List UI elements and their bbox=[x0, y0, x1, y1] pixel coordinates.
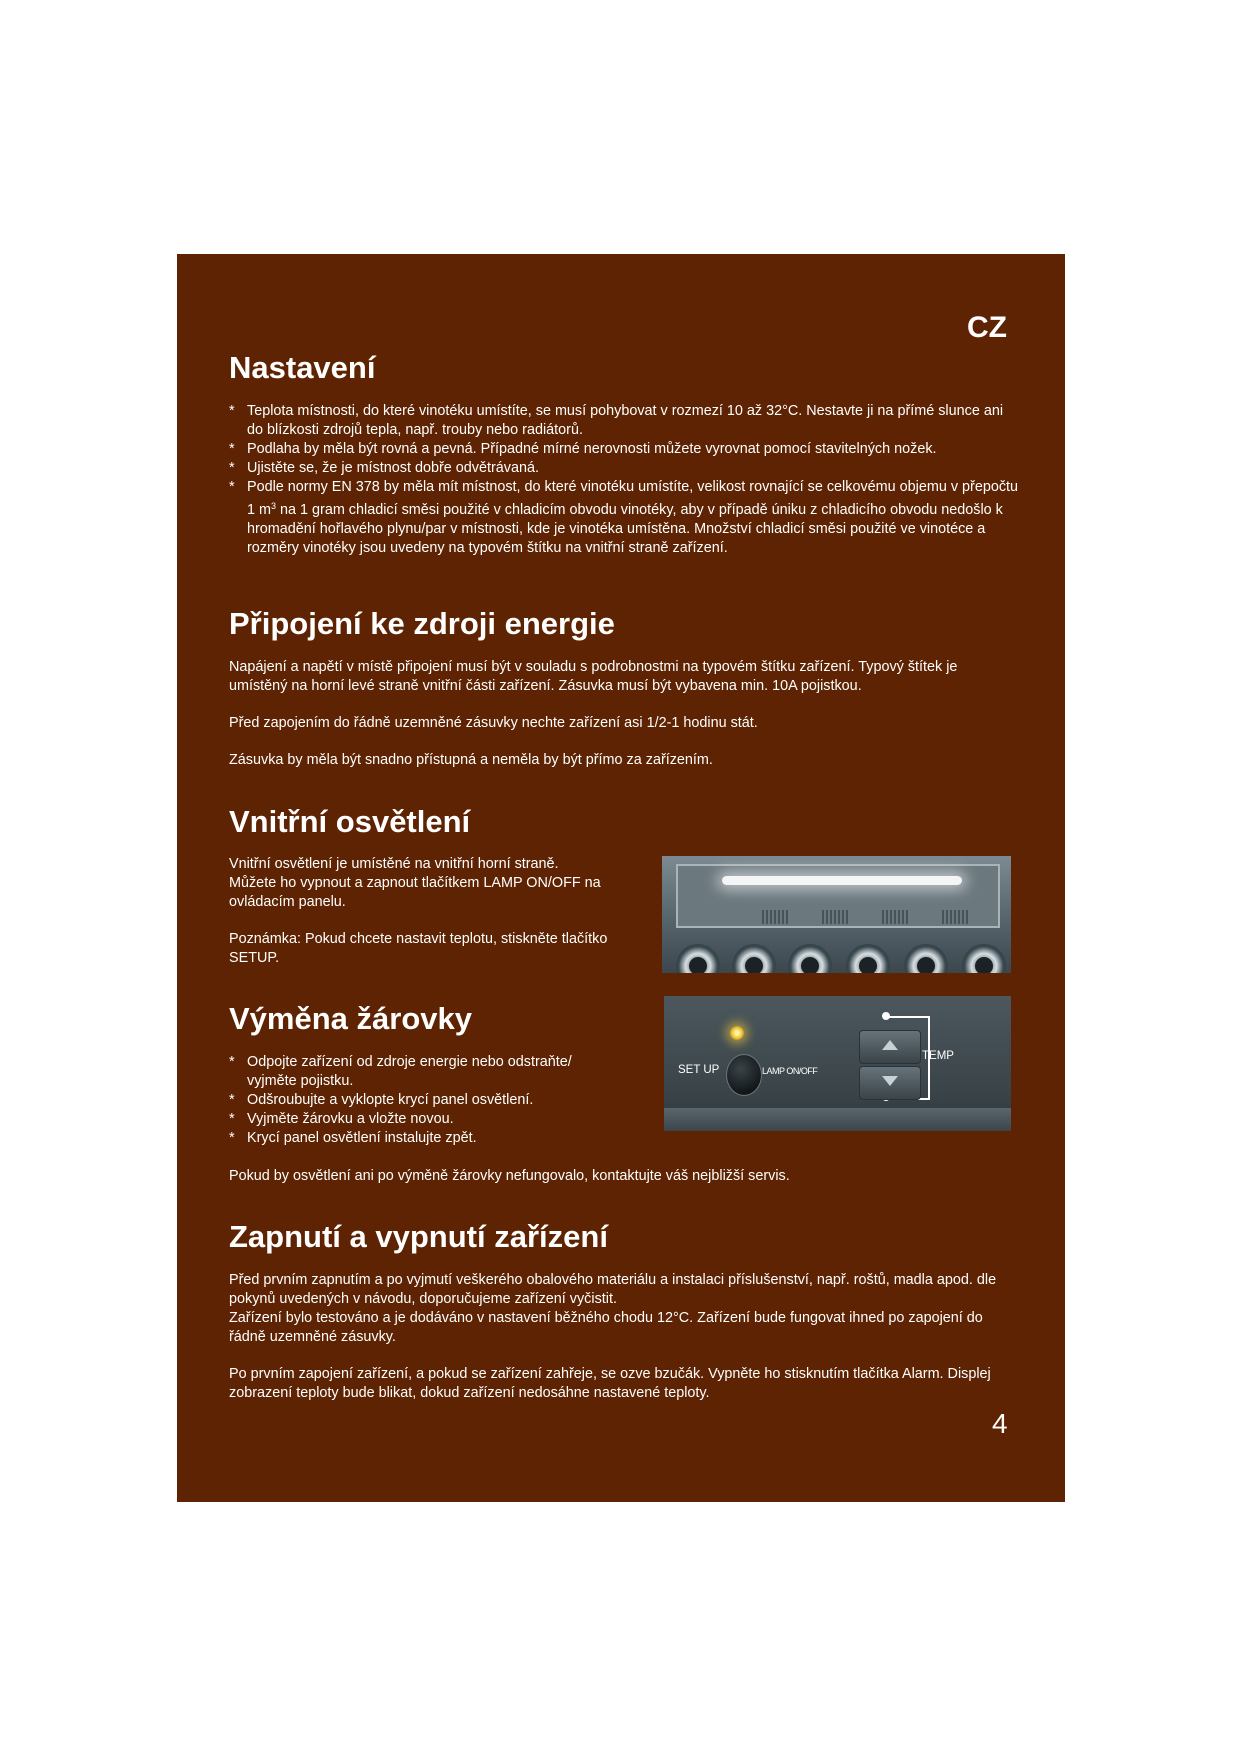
bottle-neck bbox=[846, 944, 890, 973]
text-line: Poznámka: Pokud chcete nastavit teplotu, stiskněte tlačítko bbox=[229, 931, 608, 947]
superscript: 3 bbox=[271, 501, 277, 511]
led-indicator-icon bbox=[730, 1026, 744, 1040]
vymena-list bbox=[229, 1053, 649, 1148]
list-item: * Podlaha by měla být rovná a pevná. Případné mírné nerovnosti můžete vyrovnat pomocí stavitelných nožek. bbox=[229, 440, 1019, 459]
vent-grille bbox=[762, 910, 790, 924]
paragraph bbox=[229, 930, 649, 968]
paragraph bbox=[229, 855, 649, 912]
temp-up-icon bbox=[859, 1030, 921, 1064]
page-number: 4 bbox=[992, 1408, 1008, 1439]
paragraph: Pokud by osvětlení ani po výměně žárovky nefungovalo, kontaktujte váš nejbližší servis. bbox=[229, 1168, 790, 1184]
setup-label: SET UP bbox=[678, 1064, 720, 1076]
text-line: SETUP. bbox=[229, 950, 280, 966]
light-tube bbox=[722, 876, 962, 885]
text-line: Vnitřní osvětlení je umístěné na vnitřní horní straně. bbox=[229, 856, 559, 872]
paragraph: Zásuvka by měla být snadno přístupná a neměla by být přímo za zařízením. bbox=[229, 752, 713, 768]
vent-grille bbox=[822, 910, 850, 924]
text-line: Můžete ho vypnout a zapnout tlačítkem LAMP ON/OFF na bbox=[229, 875, 601, 891]
paragraph: Po prvním zapojení zařízení, a pokud se zařízení zahřeje, se ozve bzučák. Vypněte ho stisknutím tlačítka Alarm. Displej zobrazení teploty bude blikat, dokud zařízení nedosáhne nastavené teploty. bbox=[229, 1366, 991, 1401]
lamp-label: LAMP ON/OFF bbox=[762, 1066, 818, 1076]
list-item: * Krycí panel osvětlení instalujte zpět. bbox=[229, 1129, 649, 1148]
list-item-text: na 1 gram chladicí směsi použité v chladicím obvodu vinotéky, aby v případě úniku z chladicího obvodu nedošlo k hromadění hořlavého plynu/par v místnosti, kde je vinotéka umístěna. Množství chladicí směsi použité ve vinotéce a rozměry vinotéky jsou uvedeny na typovém štítku na vnitřní straně zařízení. bbox=[247, 502, 1003, 556]
zapnuti-text bbox=[229, 1271, 1019, 1403]
content-panel bbox=[177, 254, 1065, 1502]
control-panel-photo bbox=[664, 996, 1011, 1131]
heading-vymena-zarovky: Výměna žárovky bbox=[229, 1001, 472, 1036]
temp-label: TEMP bbox=[922, 1050, 954, 1062]
bracket-dot bbox=[882, 1012, 890, 1020]
nastaveni-list bbox=[229, 402, 1019, 558]
bottle-neck bbox=[788, 944, 832, 973]
heading-zapnuti: Zapnutí a vypnutí zařízení bbox=[229, 1219, 608, 1254]
bottle-neck bbox=[732, 944, 776, 973]
bottle-neck bbox=[904, 944, 948, 973]
text-line: vyjměte pojistku. bbox=[247, 1073, 354, 1089]
language-code: CZ bbox=[967, 311, 1007, 344]
bottle-neck bbox=[962, 944, 1006, 973]
temp-down-icon bbox=[859, 1066, 921, 1100]
osvetleni-text bbox=[229, 855, 649, 968]
text-line: Odpojte zařízení od zdroje energie nebo odstraňte/ bbox=[247, 1054, 572, 1070]
interior-light-photo bbox=[662, 856, 1011, 973]
vent-grille bbox=[942, 910, 970, 924]
paragraph: Před zapojením do řádně uzemněné zásuvky nechte zařízení asi 1/2-1 hodinu stát. bbox=[229, 715, 758, 731]
panel-ledge bbox=[664, 1108, 1011, 1131]
paragraph: Před prvním zapnutím a po vyjmutí veškerého obalového materiálu a instalaci příslušenství, např. roštů, madla apod. dle pokynů uvedených v návodu, doporučujeme zařízení vyčistit. bbox=[229, 1272, 997, 1307]
list-item: * Odšroubujte a vyklopte krycí panel osvětlení. bbox=[229, 1091, 649, 1110]
list-item: * Ujistěte se, že je místnost dobře odvětrávaná. bbox=[229, 459, 1019, 478]
heading-pripojeni: Připojení ke zdroji energie bbox=[229, 606, 615, 641]
heading-vnitrni-osvetleni: Vnitřní osvětlení bbox=[229, 804, 471, 839]
heading-nastaveni: Nastavení bbox=[229, 350, 376, 385]
list-item: * Teplota místnosti, do které vinotéku umístíte, se musí pohybovat v rozmezí 10 až 32°C. Nestavte ji na přímé slunce ani do blízkosti zdrojů tepla, např. trouby nebo radiátorů. bbox=[229, 402, 1019, 440]
list-item-text: Podle normy EN 378 by měla mít místnost, do které vinotéku umístíte, velikost rovnající se celkovému objemu v přepočtu 1 m bbox=[247, 479, 1019, 518]
lamp-button-icon bbox=[726, 1054, 762, 1096]
list-item bbox=[229, 1053, 649, 1091]
list-item: * Vyjměte žárovku a vložte novou. bbox=[229, 1110, 649, 1129]
vymena-note bbox=[229, 1167, 1019, 1186]
bottle-neck bbox=[676, 944, 720, 973]
paragraph: Napájení a napětí v místě připojení musí být v souladu s podrobnostmi na typovém štítku zařízení. Typový štítek je umístěný na horní levé straně vnitřní části zařízení. Zásuvka musí být vybavena min. 10A pojistkou. bbox=[229, 659, 958, 694]
vent-grille bbox=[882, 910, 910, 924]
pripojeni-text bbox=[229, 658, 1019, 770]
text-line: ovládacím panelu. bbox=[229, 894, 346, 910]
list-item bbox=[229, 478, 1019, 558]
paragraph: Zařízení bylo testováno a je dodáváno v nastavení běžného chodu 12°C. Zařízení bude fungovat ihned po zapojení do řádně uzemněné zásuvky. bbox=[229, 1310, 983, 1345]
